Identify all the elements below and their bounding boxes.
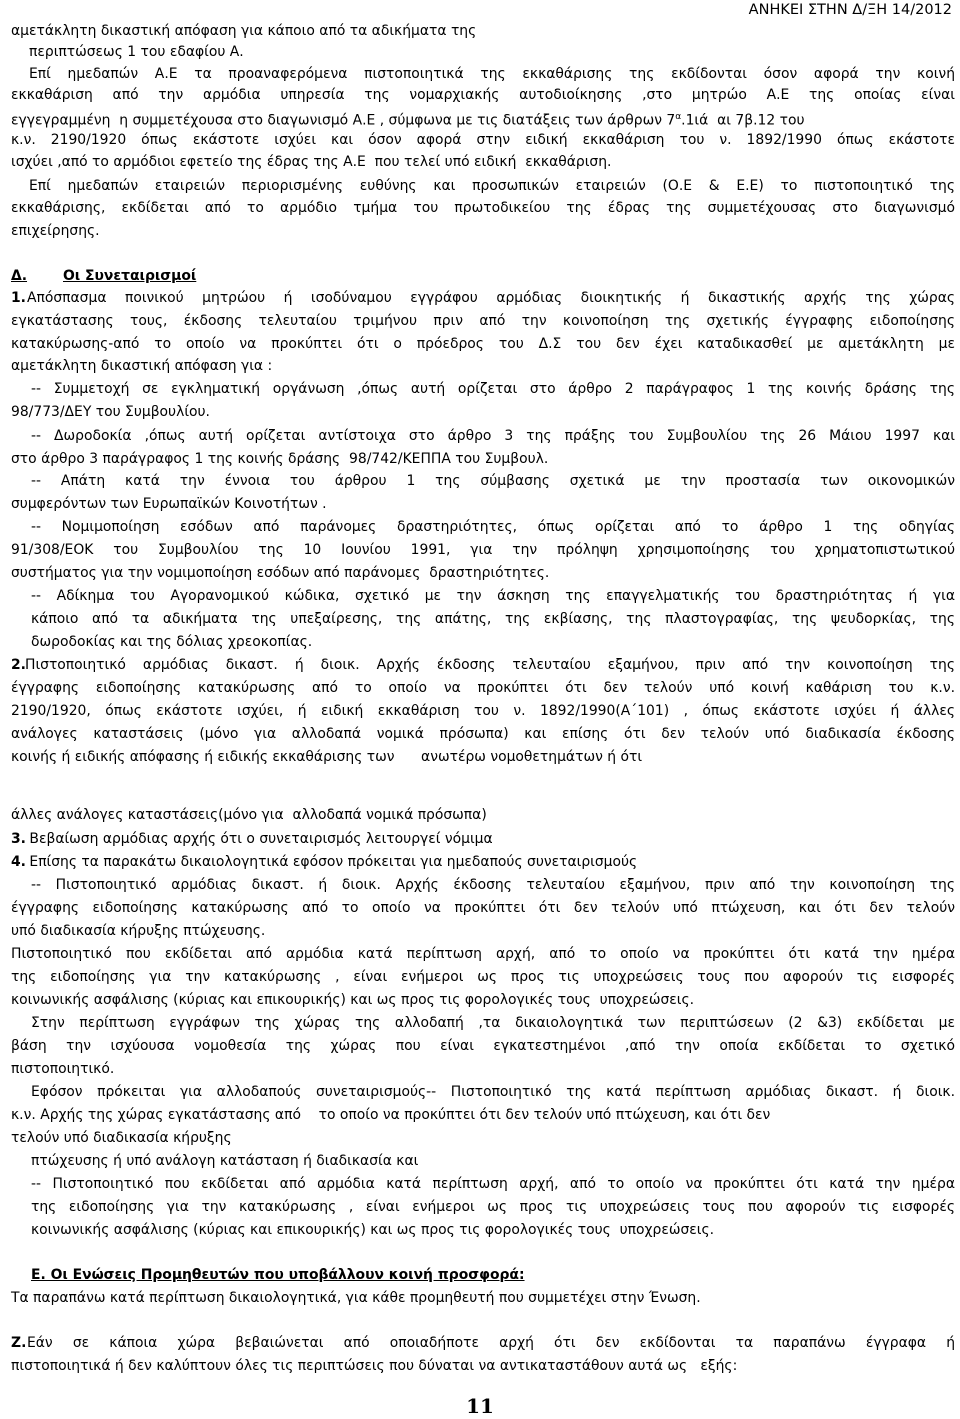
text-line: εγγεγραμμένη η συμμετέχουσα στο διαγωνισμό Α.Ε , σύμφωνα με τις διατάξεις των άρθρων $7^\alpha.1\iota ά$ αι 7β.12 του	[11, 112, 805, 129]
text-line: εκκαθάρισης, εκδίδεται από το αρμόδιο τμήμα του πρωτοδικείου της έδρας της συμμετέχουσας στο διαγωνισμό	[11, 200, 955, 216]
text-line: 2190/1920, όπως εκάστοτε ισχύει, ή ειδική εκκαθάριση του ν. 1892/1990(Α΄101) , όπως εκάστοτε ισχύει ή άλλες	[11, 703, 955, 719]
text-line: στο άρθρο 3 παράγραφος 1 της κοινής δράσης 98/742/ΚΕΠΠΑ του Συμβουλ.	[11, 451, 549, 467]
text-line: Επί ημεδαπών εταιρειών περιορισμένης ευθύνης και προσωπικών εταιρειών (Ο.Ε & Ε.Ε) το πιστοποιητικό της	[29, 178, 955, 194]
text-line: Στην περίπτωση εγγράφων της χώρας της αλλοδαπή ,τα δικαιολογητικά των περιπτώσεων (2 &3) εκδίδεται με	[31, 1015, 955, 1031]
text-line: περιπτώσεως 1 του εδαφίου Α.	[29, 44, 244, 60]
section-heading-supplier-unions: Ε. Οι Ενώσεις Προμηθευτών που υποβάλλουν κοινή προσφορά:	[31, 1267, 525, 1283]
text-line: ανάλογες καταστάσεις (μόνο για αλλοδαπά νομικά πρόσωπα) και επίσης ότι δεν τελούν υπό διαδικασία έκδοσης	[11, 726, 955, 742]
text-line: υπό διαδικασία κήρυξης πτώχευσης.	[11, 923, 266, 939]
text-line: Απόσπασμα ποινικού μητρώου ή ισοδύναμου εγγράφου αρμόδιας διοικητικής ή δικαστικής αρχής της χώρας	[27, 290, 955, 306]
text-line: πιστοποιητικό.	[11, 1061, 115, 1077]
text-line: της ειδοποίησης για την κατακύρωσης , είναι ενήμεροι ως προς τις υποχρεώσεις τους που αφορούν τις εισφορές	[11, 969, 955, 985]
text-line: τελούν υπό διαδικασία κήρυξης	[11, 1130, 232, 1146]
text-line: Επί ημεδαπών Α.Ε τα προαναφερόμενα πιστοποιητικά της εκκαθάρισης της εκδίδονται όσον αφορά την κοινή	[29, 66, 955, 82]
text-line: Πιστοποιητικό αρμόδιας δικαστ. ή διοικ. Αρχής έκδοσης τελευταίου εξαμήνου, πριν από την κοινοποίηση της	[25, 657, 955, 673]
text-line: άλλες ανάλογες καταστάσεις(μόνο για αλλοδαπά νομικά πρόσωπα)	[11, 807, 487, 823]
text-line: -- Απάτη κατά την έννοια του άρθρου 1 της σύμβασης σχετικά με την προστασία των οικονομικών	[31, 473, 955, 489]
section-letter-z: Ζ.	[11, 1335, 27, 1351]
text-line: της ειδοποίησης για την κατακύρωσης , είναι ενήμεροι ως προς τις υποχρεώσεις τους που αφορούν τις εισφορές	[31, 1199, 955, 1215]
text-line: βάση την ισχύουσα νομοθεσία της χώρας που είναι εγκατεστημένοι ,από την οποία εκδίδεται το σχετικό	[11, 1038, 955, 1054]
text-line: εκκαθάριση από την αρμόδια υπηρεσία της νομαρχιακής αυτοδιοίκησης ,στο μητρώο Α.Ε της οποίας είναι	[11, 87, 955, 103]
section-letter-d: Δ.	[11, 268, 28, 284]
text-line: κοινωνικής ασφάλισης (κύριας και επικουρικής) και ως προς τις φορολογικές τους υποχρεώσεις.	[31, 1222, 715, 1238]
text-line: Πιστοποιητικό που εκδίδεται από αρμόδια κατά περίπτωση αρχή, από το οποίο να προκύπτει ότι κατά την ημέρα	[11, 946, 955, 962]
text-line: κ.ν. 2190/1920 όπως εκάστοτε ισχύει και όσον αφορά στην ειδική εκκαθάριση του ν. 1892/1990 όπως εκάστοτε	[11, 132, 955, 148]
item-number: 2.	[11, 657, 26, 673]
text-line: αμετάκλητη δικαστική απόφαση για κάποιο από τα αδικήματα της	[11, 23, 477, 39]
text-line: κάποιο από τα αδικήματα της υπεξαίρεσης, της απάτης, της εκβίασης, της πλαστογραφίας, της ψευδορκίας, της	[31, 611, 955, 627]
text-line: Τα παραπάνω κατά περίπτωση δικαιολογητικά, για κάθε προμηθευτή που συμμετέχει στην Ένωση.	[11, 1290, 701, 1306]
text-line: -- Πιστοποιητικό που εκδίδεται από αρμόδια κατά περίπτωση αρχή, από το οποίο να προκύπτει ότι κατά την ημέρα	[31, 1176, 955, 1192]
text-line: -- Νομιμοποίηση εσόδων από παράνομες δραστηριότητες, όπως ορίζεται από το άρθρο 1 της οδηγίας	[31, 519, 955, 535]
text-line: έγγραφης ειδοποίησης κατακύρωσης από το οποίο να προκύπτει ότι δεν τελούν υπό κοινή καθάριση του κ.ν.	[11, 680, 955, 696]
text-line: 91/308/ΕΟΚ του Συμβουλίου της 10 Ιουνίου 1991, για την πρόληψη χρησιμοποίησης του χρηματοπιστωτικού	[11, 542, 955, 558]
text-line: 98/773/ΔΕΥ του Συμβουλίου.	[11, 404, 210, 420]
text-line: Βεβαίωση αρμόδιας αρχής ότι ο συνεταιρισμός λειτουργεί νόμιμα	[25, 831, 493, 847]
text-line: εγκατάστασης τους, έκδοσης τελευταίου τριμήνου πριν από την κοινοποίηση της σχετικής έγγραφης ειδοποίησης	[11, 313, 955, 329]
text-line: -- Δωροδοκία ,όπως αυτή ορίζεται αντίστοιχα στο άρθρο 3 της πράξης του Συμβουλίου της 26 Μάιου 1997 και	[31, 428, 955, 444]
text-line: Εφόσον πρόκειται για αλλοδαπούς συνεταιρισμούς-- Πιστοποιητικό της κατά περίπτωση αρμόδιας δικαστ. ή διοικ.	[31, 1084, 955, 1100]
annex-header: ΑΝΗΚΕΙ ΣΤΗΝ Δ/ΞΗ 14/2012	[748, 2, 952, 18]
text-line: ισχύει ,από το αρμόδιοι εφετείο της έδρας της Α.Ε που τελεί υπό ειδική εκκαθάριση.	[11, 154, 612, 170]
item-number: 1.	[11, 290, 26, 306]
text-line: κ.ν. Αρχής της χώρας εγκατάστασης από το οποίο να προκύπτει ότι δεν τελούν υπό πτώχευση, και ότι δεν	[11, 1107, 771, 1123]
text-line: επιχείρησης.	[11, 223, 100, 239]
text-line: -- Αδίκημα του Αγορανομικού κώδικα, σχετικό με την άσκηση της επαγγελματικής του δραστηριότητας ή για	[31, 588, 955, 604]
text-line: αμετάκλητη δικαστική απόφαση για :	[11, 358, 273, 374]
text-line: πιστοποιητικά ή δεν καλύπτουν όλες τις περιπτώσεις που δύναται να αντικαταστάθουν αυτά ως εξής:	[11, 1358, 738, 1374]
text-line: κοινωνικής ασφάλισης (κύριας και επικουρικής) και ως προς τις φορολογικές τους υποχρεώσεις.	[11, 992, 695, 1008]
item-number: 4.	[11, 854, 26, 870]
item-number: 3.	[11, 831, 26, 847]
text-line: κοινής ή ειδικής απόφασης ή ειδικής εκκαθάρισης των ανωτέρω νομοθετημάτων ή ότι	[11, 749, 643, 765]
text-line: πτώχευσης ή υπό ανάλογη κατάσταση ή διαδικασία και	[31, 1153, 419, 1169]
page-number: 11	[466, 1394, 494, 1418]
text-line: συμφερόντων των Ευρωπαϊκών Κοινοτήτων .	[11, 496, 327, 512]
text-line: κατακύρωσης-από το οποίο να προκύπτει ότι ο πρόεδρος του Δ.Σ του δεν έχει καταδικασθεί με αμετάκλητη με	[11, 336, 955, 352]
text-line: -- Συμμετοχή σε εγκληματική οργάνωση ,όπως αυτή ορίζεται στο άρθρο 2 παράγραφος 1 της κοινής δράσης της	[31, 381, 955, 397]
text-line: συστήματος για την νομιμοποίηση εσόδων από παράνομες δραστηριότητες.	[11, 565, 550, 581]
text-line: Εάν σε κάποια χώρα βεβαιώνεται από οποιαδήποτε αρχή ότι δεν εκδίδονται τα παραπάνω έγγραφα ή	[27, 1335, 955, 1351]
text-line: έγγραφης ειδοποίησης κατακύρωσης από το οποίο να προκύπτει ότι δεν τελούν υπό πτώχευση, και ότι δεν τελούν	[11, 900, 955, 916]
superscript: α	[675, 112, 682, 122]
section-heading-cooperatives: Οι Συνεταιρισμοί	[63, 268, 197, 284]
text-line: Επίσης τα παρακάτω δικαιολογητικά εφόσον πρόκειται για ημεδαπούς συνεταιρισμούς	[25, 854, 638, 870]
text-line: -- Πιστοποιητικό αρμόδιας δικαστ. ή διοικ. Αρχής έκδοσης τελευταίου εξαμήνου, πριν από την κοινοποίηση της	[31, 877, 955, 893]
text-line: δωροδοκίας και της δόλιας χρεοκοπίας.	[31, 634, 313, 650]
